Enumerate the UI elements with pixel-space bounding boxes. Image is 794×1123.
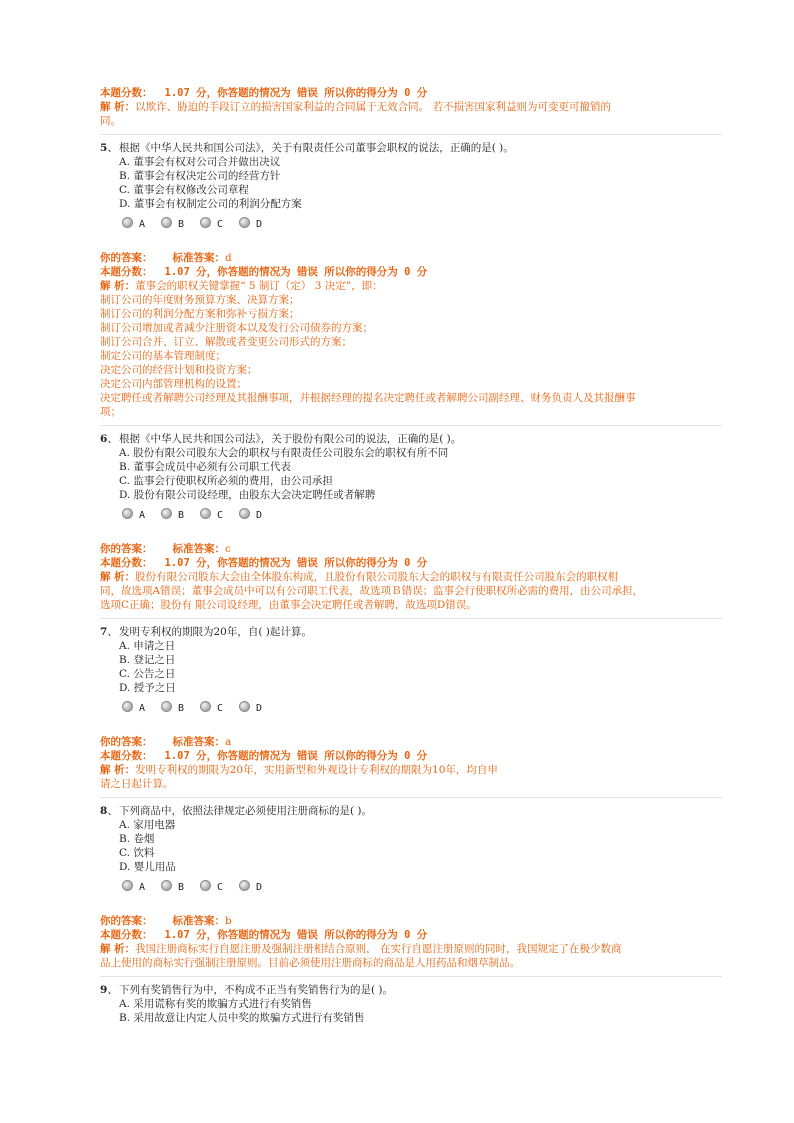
- score-text: 1.07 分，你答题的情况为 错误 所以你的得分为 0 分: [164, 557, 428, 569]
- option-text: C. 董事会有权修改公司章程: [119, 184, 249, 196]
- question-title: [100, 804, 722, 818]
- analysis-line: 制订公司的年度财务预算方案、决算方案；: [100, 294, 300, 306]
- radio-button-d[interactable]: [239, 880, 250, 891]
- analysis-label: 解 析：: [100, 764, 136, 776]
- radio-label: A: [139, 882, 146, 893]
- score-line: [100, 265, 722, 279]
- analysis-line: 制订公司增加或者减少注册资本以及发行公司债券的方案；: [100, 322, 373, 334]
- option-text: B. 卷烟: [119, 833, 155, 845]
- score-line: [100, 928, 722, 942]
- option-text: C. 监事会行使职权所必须的费用，由公司承担: [119, 475, 333, 487]
- analysis-line: 决定公司的经营计划和投资方案；: [100, 364, 258, 376]
- question-title: [100, 983, 722, 997]
- radio-label: B: [178, 703, 185, 714]
- option-text: A. 董事会有权对公司合并做出决议: [119, 156, 281, 168]
- radio-label: C: [217, 703, 224, 714]
- question-title: [100, 432, 722, 446]
- question-list: [100, 141, 722, 1025]
- option-text: A. 采用谎称有奖的欺骗方式进行有奖销售: [119, 998, 312, 1010]
- radio-button-d[interactable]: [239, 217, 250, 228]
- analysis-text: 我国注册商标实行自愿注册及强制注册相结合原则， 在实行自愿注册原则的同时，我国规定了在极少数商: [135, 943, 622, 955]
- option-text: D. 董事会有权制定公司的利润分配方案: [119, 198, 302, 210]
- analysis-line: 制订公司的利润分配方案和弥补亏损方案；: [100, 308, 300, 320]
- radio-button-a[interactable]: [122, 217, 133, 228]
- option-text: C. 公告之日: [119, 668, 176, 680]
- score-text: 1.07 分，你答题的情况为 错误 所以你的得分为 0 分: [164, 929, 428, 941]
- top-analysis-cont: 同。: [100, 115, 121, 127]
- question-text: 发明专利权的期限为20年，自( )起计算。: [119, 626, 312, 638]
- standard-answer-value: b: [225, 915, 232, 927]
- radio-label: C: [217, 510, 224, 521]
- divider: [100, 618, 722, 619]
- radio-label: D: [256, 703, 263, 714]
- radio-button-c[interactable]: [200, 217, 211, 228]
- standard-answer-label: 标准答案：: [172, 543, 225, 555]
- analysis-line: 选项C正确；股份有 限公司设经理，由董事会决定聘任或者解聘，故选项D错误。: [100, 599, 477, 611]
- divider: [100, 134, 722, 135]
- score-label: 本题分数：: [100, 929, 153, 941]
- analysis-line: [100, 763, 722, 777]
- radio-label: D: [256, 219, 263, 230]
- option-text: C. 饮料: [119, 847, 155, 859]
- option-text: D. 婴儿用品: [119, 861, 176, 873]
- radio-button-b[interactable]: [161, 701, 172, 712]
- question-text: 下列商品中，依照法律规定必须使用注册商标的是( )。: [119, 805, 373, 817]
- option-text: A. 家用电器: [119, 819, 176, 831]
- analysis-text: 股份有限公司股东大会由全体股东构成，且股份有限公司股东大会的职权与有限责任公司股东会的职权相: [135, 571, 619, 583]
- analysis-label: 解 析：: [100, 571, 136, 583]
- divider: [100, 797, 722, 798]
- exam-review-content: [100, 86, 722, 1025]
- radio-label: D: [256, 510, 263, 521]
- analysis-line: 项；: [100, 406, 121, 418]
- analysis-line: 请之日起计算。: [100, 778, 174, 790]
- radio-button-a[interactable]: [122, 880, 133, 891]
- analysis-text: 董事会的职权关键掌握“ 5 制订（定） 3 决定”，即：: [135, 280, 383, 292]
- option-text: B. 采用故意让内定人员中奖的欺骗方式进行有奖销售: [119, 1012, 365, 1024]
- analysis-text: 发明专利权的期限为20年，实用新型和外观设计专利权的期限为10年，均自申: [135, 764, 498, 776]
- radio-button-d[interactable]: [239, 508, 250, 519]
- answer-line: [100, 251, 722, 265]
- radio-button-a[interactable]: [122, 508, 133, 519]
- radio-label: A: [139, 703, 146, 714]
- question-text: 根据《中华人民共和国公司法》，关于有限责任公司董事会职权的说法，正确的是( )。: [119, 142, 514, 154]
- question-9: [100, 983, 722, 1025]
- option-text: B. 董事会有权决定公司的经营方针: [119, 170, 281, 182]
- standard-answer-value: c: [225, 543, 231, 555]
- divider: [100, 976, 722, 977]
- score-label: 本题分数：: [100, 266, 153, 278]
- analysis-label: 解 析：: [100, 101, 136, 113]
- score-text: 1.07 分，你答题的情况为 错误 所以你的得分为 0 分: [164, 266, 428, 278]
- standard-answer-label: 标准答案：: [172, 736, 225, 748]
- question-text: 下列有奖销售行为中，不构成不正当有奖销售行为的是( )。: [119, 984, 394, 996]
- analysis-line: 品上使用的商标实行强制注册原则。目前必须使用注册商标的商品是人用药品和烟草制品。: [100, 957, 520, 969]
- radio-button-c[interactable]: [200, 701, 211, 712]
- your-answer-label: 你的答案：: [100, 915, 153, 927]
- radio-button-d[interactable]: [239, 701, 250, 712]
- question-title: [100, 625, 722, 639]
- standard-answer-label: 标准答案：: [172, 915, 225, 927]
- radio-button-c[interactable]: [200, 880, 211, 891]
- top-analysis-line: [100, 100, 722, 114]
- question-number: 7、: [100, 626, 118, 638]
- score-text: 1.07 分，你答题的情况为 错误 所以你的得分为 0 分: [164, 87, 428, 99]
- top-score-line: [100, 86, 722, 100]
- radio-label: A: [139, 510, 146, 521]
- answer-radio-group: [100, 508, 722, 522]
- analysis-line: 决定聘任或者解聘公司经理及其报酬事项，并根据经理的提名决定聘任或者解聘公司副经理、财务负责人及其报酬事: [100, 392, 636, 404]
- radio-button-b[interactable]: [161, 508, 172, 519]
- radio-label: C: [217, 219, 224, 230]
- analysis-label: 解 析：: [100, 280, 136, 292]
- standard-answer-value: d: [225, 252, 232, 264]
- standard-answer-value: a: [225, 736, 232, 748]
- radio-label: A: [139, 219, 146, 230]
- analysis-label: 解 析：: [100, 943, 136, 955]
- question-5: [100, 141, 722, 426]
- radio-label: C: [217, 882, 224, 893]
- your-answer-label: 你的答案：: [100, 736, 153, 748]
- radio-button-a[interactable]: [122, 701, 133, 712]
- answer-line: [100, 914, 722, 928]
- analysis-line: [100, 942, 722, 956]
- score-text: 1.07 分，你答题的情况为 错误 所以你的得分为 0 分: [164, 750, 428, 762]
- radio-button-b[interactable]: [161, 880, 172, 891]
- standard-answer-label: 标准答案：: [172, 252, 225, 264]
- question-7: [100, 625, 722, 798]
- question-text: 根据《中华人民共和国公司法》，关于股份有限公司的说法，正确的是( )。: [119, 433, 462, 445]
- analysis-line: 制定公司的基本管理制度；: [100, 350, 226, 362]
- question-number: 5、: [100, 142, 118, 154]
- score-label: 本题分数：: [100, 87, 153, 99]
- option-text: D. 授予之日: [119, 682, 176, 694]
- question-number: 6、: [100, 433, 118, 445]
- answer-radio-group: [100, 217, 722, 231]
- question-number: 8、: [100, 805, 118, 817]
- analysis-line: [100, 570, 722, 584]
- option-text: B. 登记之日: [119, 654, 176, 666]
- score-label: 本题分数：: [100, 557, 153, 569]
- radio-label: B: [178, 510, 185, 521]
- question-number: 9、: [100, 984, 118, 996]
- divider: [100, 425, 722, 426]
- radio-label: D: [256, 882, 263, 893]
- option-text: A. 股份有限公司股东大会的职权与有限责任公司股东会的职权有所不同: [119, 447, 449, 459]
- analysis-line: 同，故选项A错误；董事会成员中可以有公司职工代表，故选项Ｂ错误；监事会行使职权所必需的费用，由公司承担，: [100, 585, 644, 597]
- score-line: [100, 556, 722, 570]
- radio-button-b[interactable]: [161, 217, 172, 228]
- answer-radio-group: [100, 701, 722, 715]
- your-answer-label: 你的答案：: [100, 543, 153, 555]
- radio-label: B: [178, 882, 185, 893]
- question-8: [100, 804, 722, 977]
- analysis-line: 制订公司合并、订立、解散或者变更公司形式的方案；: [100, 336, 352, 348]
- answer-radio-group: [100, 880, 722, 894]
- analysis-text: 以欺诈、胁迫的手段订立的损害国家利益的合同属于无效合同。 若不损害国家利益则为可变更可撤销的: [135, 101, 611, 113]
- option-text: D. 股份有限公司设经理，由股东大会决定聘任或者解聘: [119, 489, 376, 501]
- analysis-line: [100, 279, 722, 293]
- answer-line: [100, 542, 722, 556]
- option-text: B. 董事会成员中必须有公司职工代表: [119, 461, 291, 473]
- your-answer-label: 你的答案：: [100, 252, 153, 264]
- score-label: 本题分数：: [100, 750, 153, 762]
- answer-line: [100, 735, 722, 749]
- question-title: [100, 141, 722, 155]
- analysis-line: 决定公司内部管理机构的设置；: [100, 378, 247, 390]
- option-text: A. 申请之日: [119, 640, 176, 652]
- question-6: [100, 432, 722, 619]
- radio-label: B: [178, 219, 185, 230]
- radio-button-c[interactable]: [200, 508, 211, 519]
- score-line: [100, 749, 722, 763]
